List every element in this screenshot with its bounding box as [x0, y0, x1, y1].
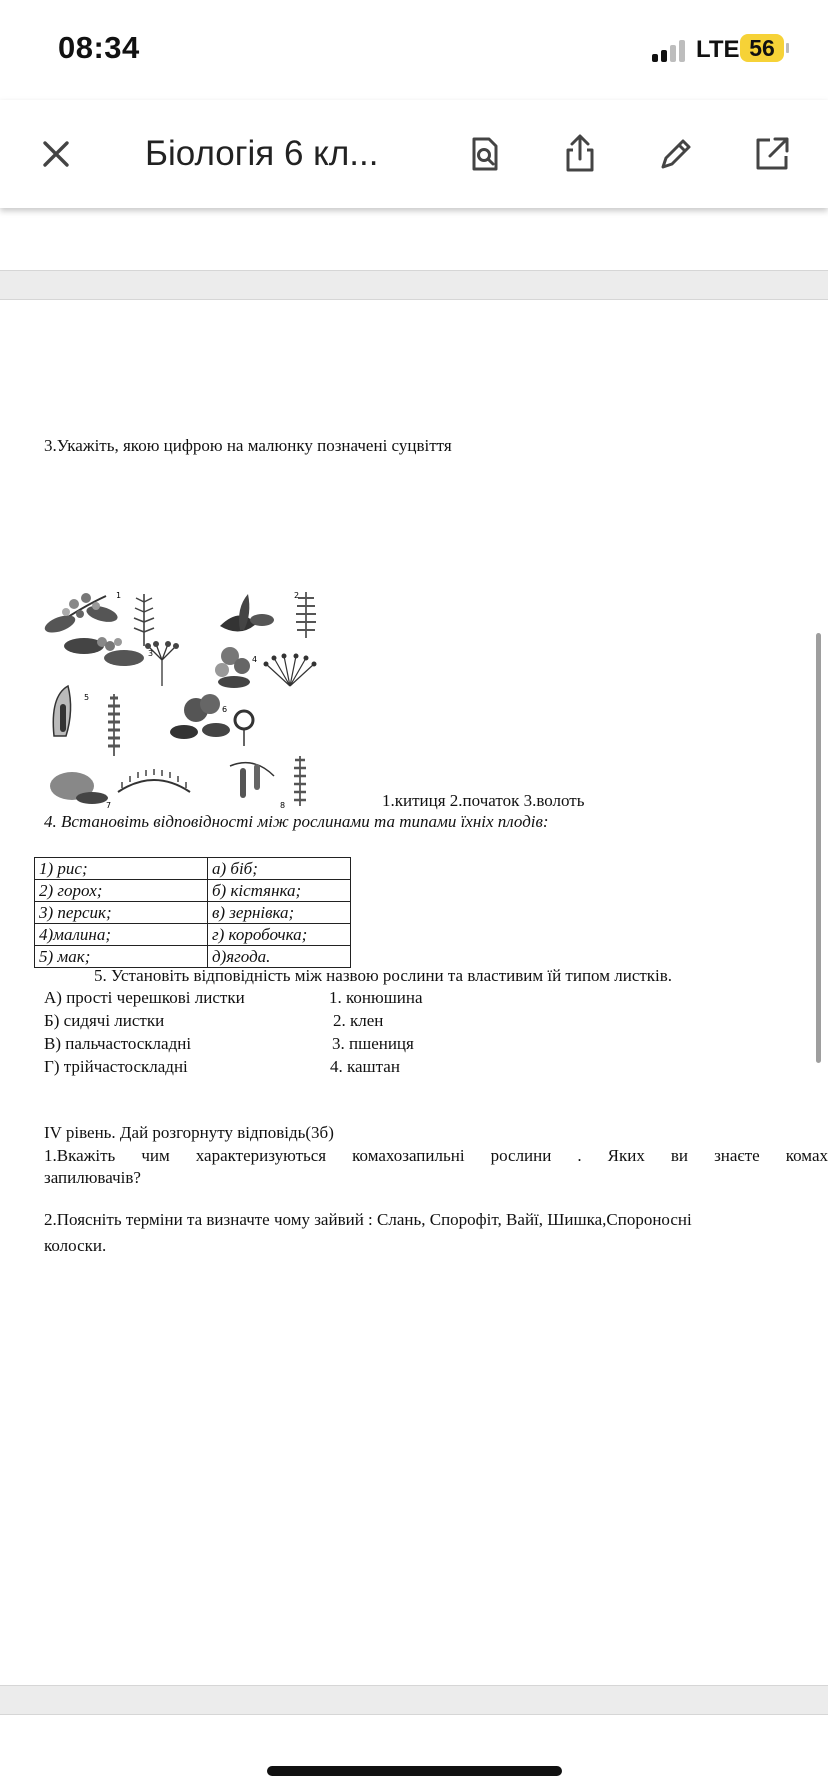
level-4-q2-line1: 2.Поясніть терміни та визначте чому зайвий : Слань, Спорофіт, Вайї, Шишка,Спороносні — [44, 1210, 692, 1229]
open-external-icon[interactable] — [746, 128, 798, 180]
q5-right-1: 1. конюшина — [329, 988, 423, 1007]
network-type: LTE — [696, 36, 740, 63]
table-row: 1) рис; а) біб; — [35, 858, 351, 880]
table-row: 3) персик; в) зернівка; — [35, 902, 351, 924]
plant-4-drawing — [215, 647, 317, 688]
cellular-signal-icon — [652, 40, 686, 62]
q5-left-a: А) прості черешкові листки — [44, 988, 245, 1007]
q5-right-2: 2. клен — [333, 1011, 384, 1030]
table-row: 2) горох; б) кістянка; — [35, 880, 351, 902]
home-indicator[interactable] — [267, 1766, 562, 1776]
plant-7-drawing — [50, 769, 190, 804]
table-row: 4)малина; г) коробочка; — [35, 924, 351, 946]
level-4-q2-line2: колоски. — [44, 1236, 107, 1255]
status-bar — [0, 0, 828, 100]
level-4-q1-line2: запилювачів? — [44, 1168, 141, 1187]
plant-8-drawing — [230, 756, 306, 806]
search-in-document-icon[interactable] — [458, 128, 510, 180]
plant-2-drawing — [220, 592, 316, 638]
battery-tip — [786, 43, 789, 53]
q5-right-4: 4. каштан — [330, 1057, 400, 1076]
q5-left-d: Г) трійчастоскладні — [44, 1057, 188, 1076]
table-row: 5) мак; д)ягода. — [35, 946, 351, 968]
edit-pencil-icon[interactable] — [650, 128, 702, 180]
previous-page — [0, 208, 828, 270]
question-4-text: 4. Встановіть відповідності між рослинами та типами їхніх плодів: — [44, 812, 549, 831]
level-4-heading: IV рівень. Дай розгорнуту відповідь(3б) — [44, 1123, 334, 1142]
level-4-q1-line1: 1.Вкажіть чим характеризуються комахозапильні рослини . Яких ви знаєте комах — [44, 1146, 828, 1165]
share-icon[interactable] — [554, 128, 606, 180]
page-separator — [0, 270, 828, 300]
page-separator — [0, 1685, 828, 1715]
fig-number-1: 1 — [116, 591, 122, 600]
fig-number-3: 3 — [148, 649, 154, 658]
pdf-viewer[interactable] — [0, 208, 828, 1792]
q5-right-3: 3. пшениця — [332, 1034, 414, 1053]
fig-number-4: 4 — [252, 655, 258, 664]
document-page — [0, 300, 828, 1685]
question-3-text: 3.Укажіть, якою цифрою на малюнку позначені суцвіття — [44, 436, 452, 455]
question-3-answer: 1.китиця 2.початок 3.волоть — [382, 791, 585, 810]
document-toolbar — [0, 100, 828, 208]
fig-number-8: 8 — [280, 801, 286, 810]
next-page — [0, 1715, 828, 1792]
vertical-scrollbar[interactable] — [816, 633, 821, 1063]
battery-level: 56 — [740, 34, 784, 62]
close-icon[interactable] — [30, 128, 82, 180]
fig-number-7: 7 — [106, 801, 112, 810]
plant-6-drawing — [170, 694, 253, 746]
question-5-text: 5. Установіть відповідність між назвою рослини та властивим їй типом листків. — [94, 966, 673, 985]
q5-left-c: В) пальчастоскладні — [44, 1034, 192, 1053]
fig-number-2: 2 — [294, 591, 300, 600]
fruit-matching-table — [34, 857, 351, 968]
fig-number-5: 5 — [84, 693, 90, 702]
fig-number-6: 6 — [222, 705, 228, 714]
plant-3-drawing — [64, 637, 179, 686]
inflorescence-figure — [44, 586, 374, 810]
q5-left-b: Б) сидячі листки — [44, 1011, 165, 1030]
status-time: 08:34 — [58, 30, 140, 65]
document-title: Біологія 6 кл... — [145, 134, 379, 173]
